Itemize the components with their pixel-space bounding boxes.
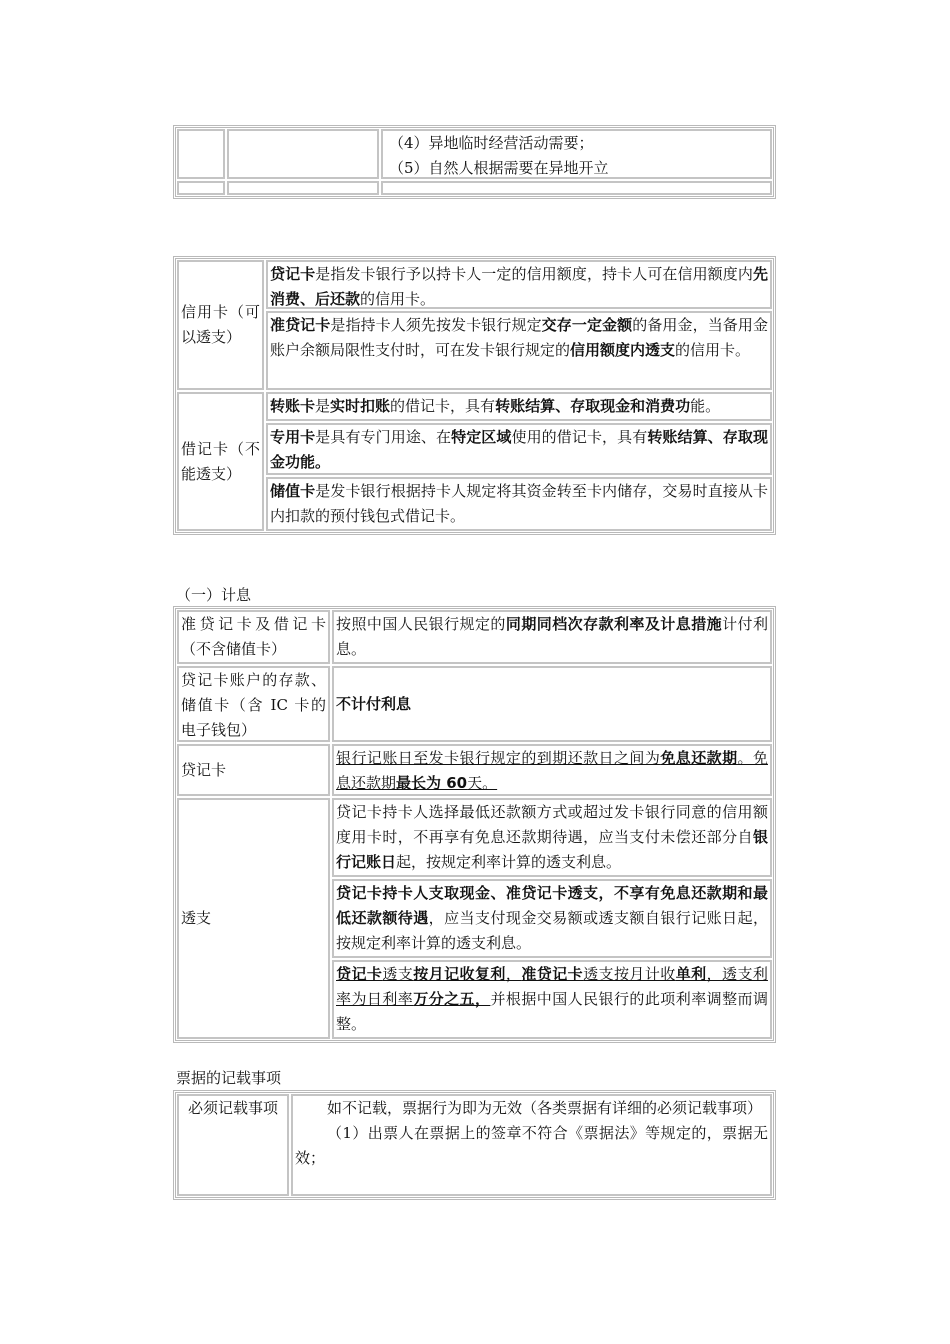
table-cell-reasons [381, 129, 772, 179]
table-cell-empty [177, 181, 225, 195]
table-bill-items [173, 1090, 776, 1200]
interest-label-2: 贷记卡账户的存款、储值卡（含 IC 卡的电子钱包） [177, 666, 330, 742]
debit-card-label: 借记卡（不能透支） [177, 392, 264, 531]
stored-value-card-def: 储值卡是发卡银行根据持卡人规定将其资金转至卡内储存，交易时直接从卡内扣款的预付钱包式借记卡。 [266, 477, 772, 531]
table-card-types [173, 256, 776, 535]
bill-items-para-1: 如不记载，票据行为即为无效（各类票据有详细的必须记载事项） [327, 1099, 763, 1117]
overdraft-rule-1: 贷记卡持卡人选择最低还款额方式或超过发卡银行同意的信用额度用卡时，不再享有免息还款期待遇，应当支付未偿还部分自银行记账日起，按规定利率计算的透支利息。 [332, 798, 772, 877]
table-cell-empty [381, 181, 772, 195]
credit-card-label: 信用卡（可以透支） [177, 260, 264, 390]
bill-items-label: 必须记载事项 [177, 1094, 289, 1196]
table-cell-empty [227, 181, 379, 195]
table-cell-empty [227, 129, 379, 179]
section-title-bill-items: 票据的记载事项 [176, 1069, 282, 1087]
section-title-interest: （一）计息 [176, 586, 252, 604]
interest-desc-1: 按照中国人民银行规定的同期同档次存款利率及计息措施计付利息。 [332, 610, 772, 664]
table-account-reasons [173, 125, 776, 199]
table-interest [173, 606, 776, 1043]
bill-items-para-2: （1）出票人在票据上的签章不符合《票据法》等规定的，票据无效； [295, 1124, 768, 1167]
overdraft-rule-3: 贷记卡透支按月记收复利，准贷记卡透支按月计收单利，透支利率为日利率万分之五，并根据中国人民银行的此项利率调整而调整。 [332, 960, 772, 1039]
table-cell-empty [177, 129, 225, 179]
interest-label-1: 准贷记卡及借记卡（不含储值卡） [177, 610, 330, 664]
reason-5: （5）自然人根据需要在异地开立 [389, 159, 609, 177]
interest-label-4: 透支 [177, 798, 330, 1039]
interest-desc-3: 银行记账日至发卡银行规定的到期还款日之间为免息还款期。免息还款期最长为 60天。 [332, 744, 772, 796]
interest-desc-2: 不计付利息 [332, 666, 772, 742]
reason-4: （4）异地临时经营活动需要； [389, 134, 594, 152]
special-card-def: 专用卡是具有专门用途、在特定区域使用的借记卡，具有转账结算、存取现金功能。 [266, 423, 772, 475]
credit-card-def: 贷记卡是指发卡银行予以持卡人一定的信用额度，持卡人可在信用额度内先消费、后还款的信用卡。 [266, 260, 772, 309]
overdraft-rule-2: 贷记卡持卡人支取现金、准贷记卡透支，不享有免息还款期和最低还款额待遇，应当支付现金交易额或透支额自银行记账日起，按规定利率计算的透支利息。 [332, 879, 772, 958]
bill-items-desc [291, 1094, 772, 1196]
interest-label-3: 贷记卡 [177, 744, 330, 796]
quasi-credit-card-def: 准贷记卡是指持卡人须先按发卡银行规定交存一定金额的备用金，当备用金账户余额局限性支付时，可在发卡银行规定的信用额度内透支的信用卡。 [266, 311, 772, 390]
transfer-card-def: 转账卡是实时扣账的借记卡，具有转账结算、存取现金和消费功能。 [266, 392, 772, 421]
